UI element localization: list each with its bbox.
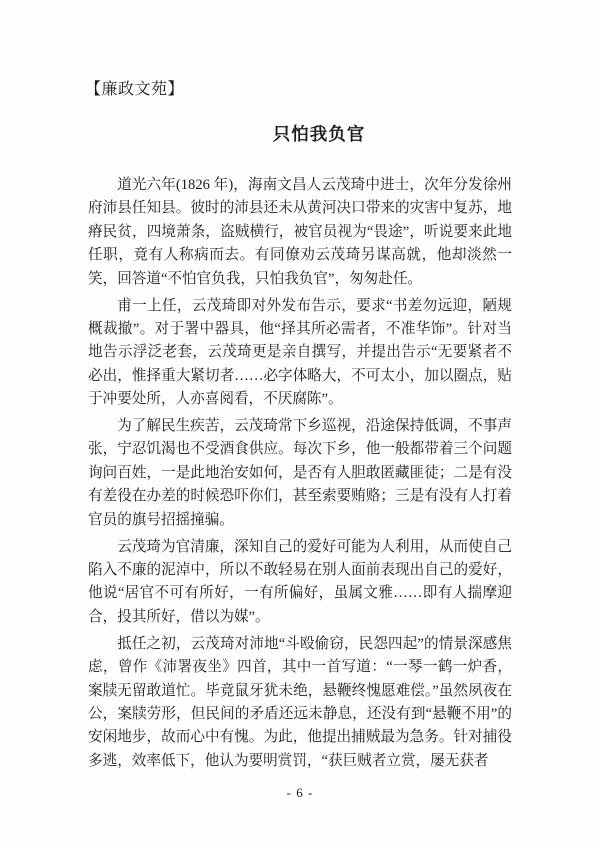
article-paragraph: 为了解民生疾苦，云茂琦常下乡巡视，沿途保持低调，不事声张，宁忍饥渴也不受酒食供应。每次下乡，他一般都带着三个问题询问百姓，一是此地治安如何，是否有人胆敢匿藏匪徒；二是有没有差役在办差的时候恐吓你们，甚至索要贿赂；三是有没有人打着官员的旗号招摇撞骗。 (88, 418, 512, 528)
article-paragraph: 云茂琦为官清廉，深知自己的爱好可能为人利用，从而使自己陷入不廉的泥淖中，所以不敢轻易在别人面前表现出自己的爱好，他说“居官不可有所好，一有所偏好，虽属文雅……即有人揣摩迎合，投其所好，借以为媒”。 (88, 538, 512, 625)
article-paragraph: 甫一上任，云茂琦即对外发布告示，要求“书差勿远迎，陋规概裁撤”。对于署中器具，他“择其所必需者，不准华饰”。针对当地告示浮泛老套，云茂琦更是亲自撰写，并提出告示“无要紧者不必出，惟择重大紧切者……必字体略大，不可太小，加以圈点，贴于冲要处所，人亦喜阅看，不厌腐陈”。 (88, 297, 512, 408)
page-number: - 6 - (286, 785, 314, 800)
section-label: 【廉政文苑】 (85, 81, 185, 98)
article-body (88, 174, 512, 777)
article-title: 只怕我负官 (272, 124, 366, 144)
article-paragraph: 道光六年(1826 年)，海南文昌人云茂琦中进士，次年分发徐州府沛县任知县。彼时的沛县还未从黄河决口带来的灾害中复苏，地瘠民贫，四境萧条，盗贼横行，被官员视为“畏途”，听说要来此地任职，竟有人称病而去。有同僚劝云茂琦另谋高就，他却淡然一笑，回答道“不怕官负我，只怕我负官”，匆匆赴任。 (88, 177, 512, 287)
article-paragraph: 抵任之初，云茂琦对沛地“斗殴偷窃，民怨四起”的情景深感焦虑，曾作《沛署夜坐》四首，其中一首写道：“一琴一鹤一炉香，案牍无留敢道忙。毕竟鼠牙犹未绝，悬鞭终愧愿难偿。”虽然夙夜在公，案牍劳形，但民间的矛盾还远未静息，还没有到“悬鞭不用”的安闲地步，故而心中有愧。为此，他提出捕贼最为急务。针对捕役多逃，效率低下，他认为要明赏罚，“获巨贼者立赏，屡无获者 (88, 635, 512, 769)
